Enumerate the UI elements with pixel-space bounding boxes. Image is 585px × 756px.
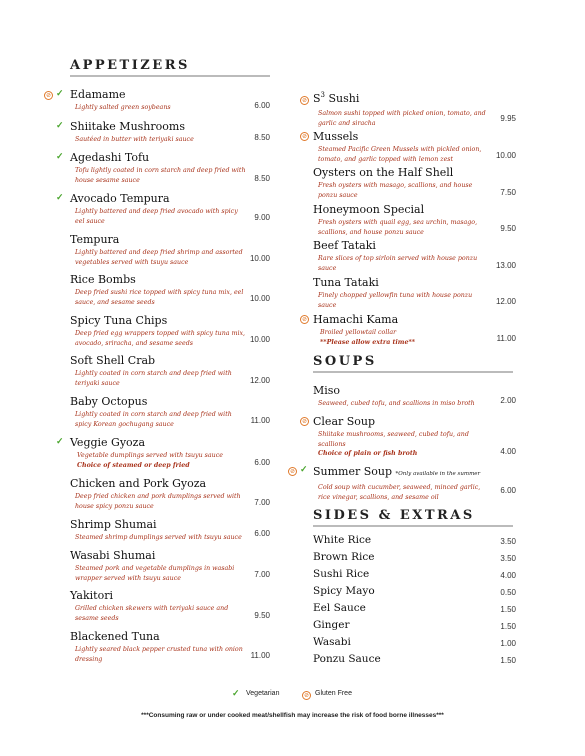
vegetarian-icon: ✓	[56, 193, 64, 203]
side-item-spicy-mayo: Spicy Mayo	[313, 585, 375, 597]
menu-item-soft-shell-crab: Soft Shell Crab Lightly coated in corn starch and deep fried with teriyaki sauce	[70, 354, 232, 387]
gluten-free-icon: ⊘	[301, 418, 308, 425]
menu-item-honeymoon-special: Honeymoon Special Fresh oysters with quail egg, sea urchin, masago, scallions, and house ponzu sauce	[313, 203, 478, 236]
side-item-eel-sauce: Eel Sauce	[313, 602, 366, 614]
price: 10.00	[495, 151, 516, 160]
price: 8.50	[254, 174, 270, 183]
side-item-ginger: Ginger	[313, 619, 350, 631]
side-item-ponzu-sauce: Ponzu Sauce	[313, 653, 381, 665]
price: 7.50	[500, 188, 516, 197]
menu-item-edamame: Edamame Lightly salted green soybeans	[70, 88, 171, 111]
section-divider	[70, 75, 270, 77]
section-divider	[313, 525, 513, 527]
price: 11.00	[250, 416, 270, 425]
menu-item-miso: Miso Seaweed, cubed tofu, and scallions in miso broth	[313, 384, 475, 407]
gluten-free-icon: ⊘	[301, 133, 308, 140]
legend-gluten-free: Gluten Free	[315, 690, 352, 697]
vegetarian-icon: ✓	[56, 437, 64, 447]
price: 6.00	[254, 101, 270, 110]
menu-item-beef-tataki: Beef Tataki Rare slices of top sirloin served with house ponzu sauce	[313, 239, 478, 272]
gluten-free-icon: ⊘	[301, 97, 308, 104]
price: 1.50	[500, 605, 516, 614]
price: 8.50	[254, 133, 270, 142]
side-item-brown-rice: Brown Rice	[313, 551, 375, 563]
price: 11.00	[496, 334, 516, 343]
price: 12.00	[249, 376, 270, 385]
menu-item-avocado-tempura: Avocado Tempura Lightly battered and deep fried avocado with spicy eel sauce	[70, 192, 238, 225]
price: 1.50	[500, 622, 516, 631]
vegetarian-icon: ✓	[56, 89, 64, 99]
menu-item-hamachi-kama: Hamachi Kama Broiled yellowtail collar **Please allow extra time**	[313, 313, 416, 346]
disclaimer-footer: ***Consuming raw or under cooked meat/shellfish may increase the risk of food borne illnesses***	[141, 712, 444, 719]
gluten-free-icon: ⊘	[303, 692, 310, 699]
menu-item-chicken-pork-gyoza: Chicken and Pork Gyoza Deep fried chicken and pork dumplings served with house spicy ponzu sauce	[70, 477, 241, 510]
menu-item-summer-soup: Summer Soup *Only available in the summer Cold soup with cucumber, seaweed, minced garlic, rice vinegar, scallions, and sesame oil	[313, 465, 481, 501]
menu-item-baby-octopus: Baby Octopus Lightly coated in corn starch and deep fried with spicy Korean gochugang sauce	[70, 395, 232, 428]
gluten-free-icon: ⊘	[301, 316, 308, 323]
gluten-free-icon: ⊘	[45, 92, 52, 99]
price: 2.00	[500, 396, 516, 405]
price: 1.00	[500, 639, 516, 648]
price: 6.00	[500, 486, 516, 495]
sides-heading: SIDES & EXTRAS	[313, 508, 475, 523]
menu-item-shiitake-mushrooms: Shiitake Mushrooms Sautéed in butter with teriyaki sauce	[70, 120, 194, 143]
price: 13.00	[495, 261, 516, 270]
price: 9.95	[500, 114, 516, 123]
legend-vegetarian: Vegetarian	[246, 690, 280, 697]
price: 6.00	[254, 458, 270, 467]
section-divider	[313, 371, 513, 373]
menu-item-shrimp-shumai: Shrimp Shumai Steamed shrimp dumplings served with tsuyu sauce	[70, 518, 242, 541]
price: 3.50	[500, 554, 516, 563]
menu-item-tuna-tataki: Tuna Tataki Finely chopped yellowfin tuna with house ponzu sauce	[313, 276, 473, 309]
price: 11.00	[250, 651, 270, 660]
side-item-white-rice: White Rice	[313, 534, 372, 546]
gluten-free-icon: ⊘	[289, 468, 296, 475]
menu-item-oysters: Oysters on the Half Shell Fresh oysters with masago, scallions, and house ponzu sauce	[313, 166, 473, 199]
price: 9.00	[254, 213, 270, 222]
menu-item-wasabi-shumai: Wasabi Shumai Steamed pork and vegetable dumplings in wasabi wrapper served with tsuyu sauce	[70, 549, 235, 582]
vegetarian-icon: ✓	[232, 689, 240, 699]
menu-item-agedashi-tofu: Agedashi Tofu Tofu lightly coated in corn starch and deep fried with house sesame sauce	[70, 151, 246, 184]
price: 3.50	[500, 537, 516, 546]
side-item-sushi-rice: Sushi Rice	[313, 568, 370, 580]
appetizers-heading: APPETIZERS	[70, 58, 190, 73]
price: 9.50	[254, 611, 270, 620]
price: 12.00	[495, 297, 516, 306]
price: 0.50	[500, 588, 516, 597]
price: 1.50	[500, 656, 516, 665]
price: 10.00	[249, 254, 270, 263]
menu-item-tempura: Tempura Lightly battered and deep fried shrimp and assorted vegetables served with tsuyu sauce	[70, 233, 243, 266]
menu-item-blackened-tuna: Blackened Tuna Lightly seared black pepper crusted tuna with onion dressing	[70, 630, 243, 663]
price: 10.00	[249, 294, 270, 303]
vegetarian-icon: ✓	[300, 465, 308, 475]
price: 7.00	[254, 570, 270, 579]
price: 7.00	[254, 498, 270, 507]
menu-item-rice-bombs: Rice Bombs Deep fried sushi rice topped with spicy tuna mix, eel sauce, and sesame seeds	[70, 273, 244, 306]
vegetarian-icon: ✓	[56, 121, 64, 131]
price: 6.00	[254, 529, 270, 538]
price: 10.00	[249, 335, 270, 344]
price: 4.00	[500, 447, 516, 456]
vegetarian-icon: ✓	[56, 152, 64, 162]
menu-item-mussels: Mussels Steamed Pacific Green Mussels with pickled onion, tomato, and garlic topped with lemon zest	[313, 130, 482, 163]
side-item-wasabi: Wasabi	[313, 636, 351, 648]
menu-item-veggie-gyoza: Veggie Gyoza Vegetable dumplings served with tsuyu sauce Choice of steamed or deep fried	[70, 436, 223, 469]
menu-item-yakitori: Yakitori Grilled chicken skewers with teriyaki sauce and sesame seeds	[70, 589, 229, 622]
menu-item-spicy-tuna-chips: Spicy Tuna Chips Deep fried egg wrappers topped with spicy tuna mix, avocado, sriracha, and sesame seeds	[70, 314, 246, 347]
menu-item-s3-sushi: $S^3$ Sushi Salmon sushi topped with picked onion, tomato, and garlic and siracha	[313, 91, 486, 127]
soups-heading: SOUPS	[313, 354, 377, 369]
price: 4.00	[500, 571, 516, 580]
menu-item-clear-soup: Clear Soup Shiitake mushrooms, seaweed, cubed tofu, and scallions Choice of plain or fish broth	[313, 415, 469, 457]
price: 9.50	[500, 224, 516, 233]
